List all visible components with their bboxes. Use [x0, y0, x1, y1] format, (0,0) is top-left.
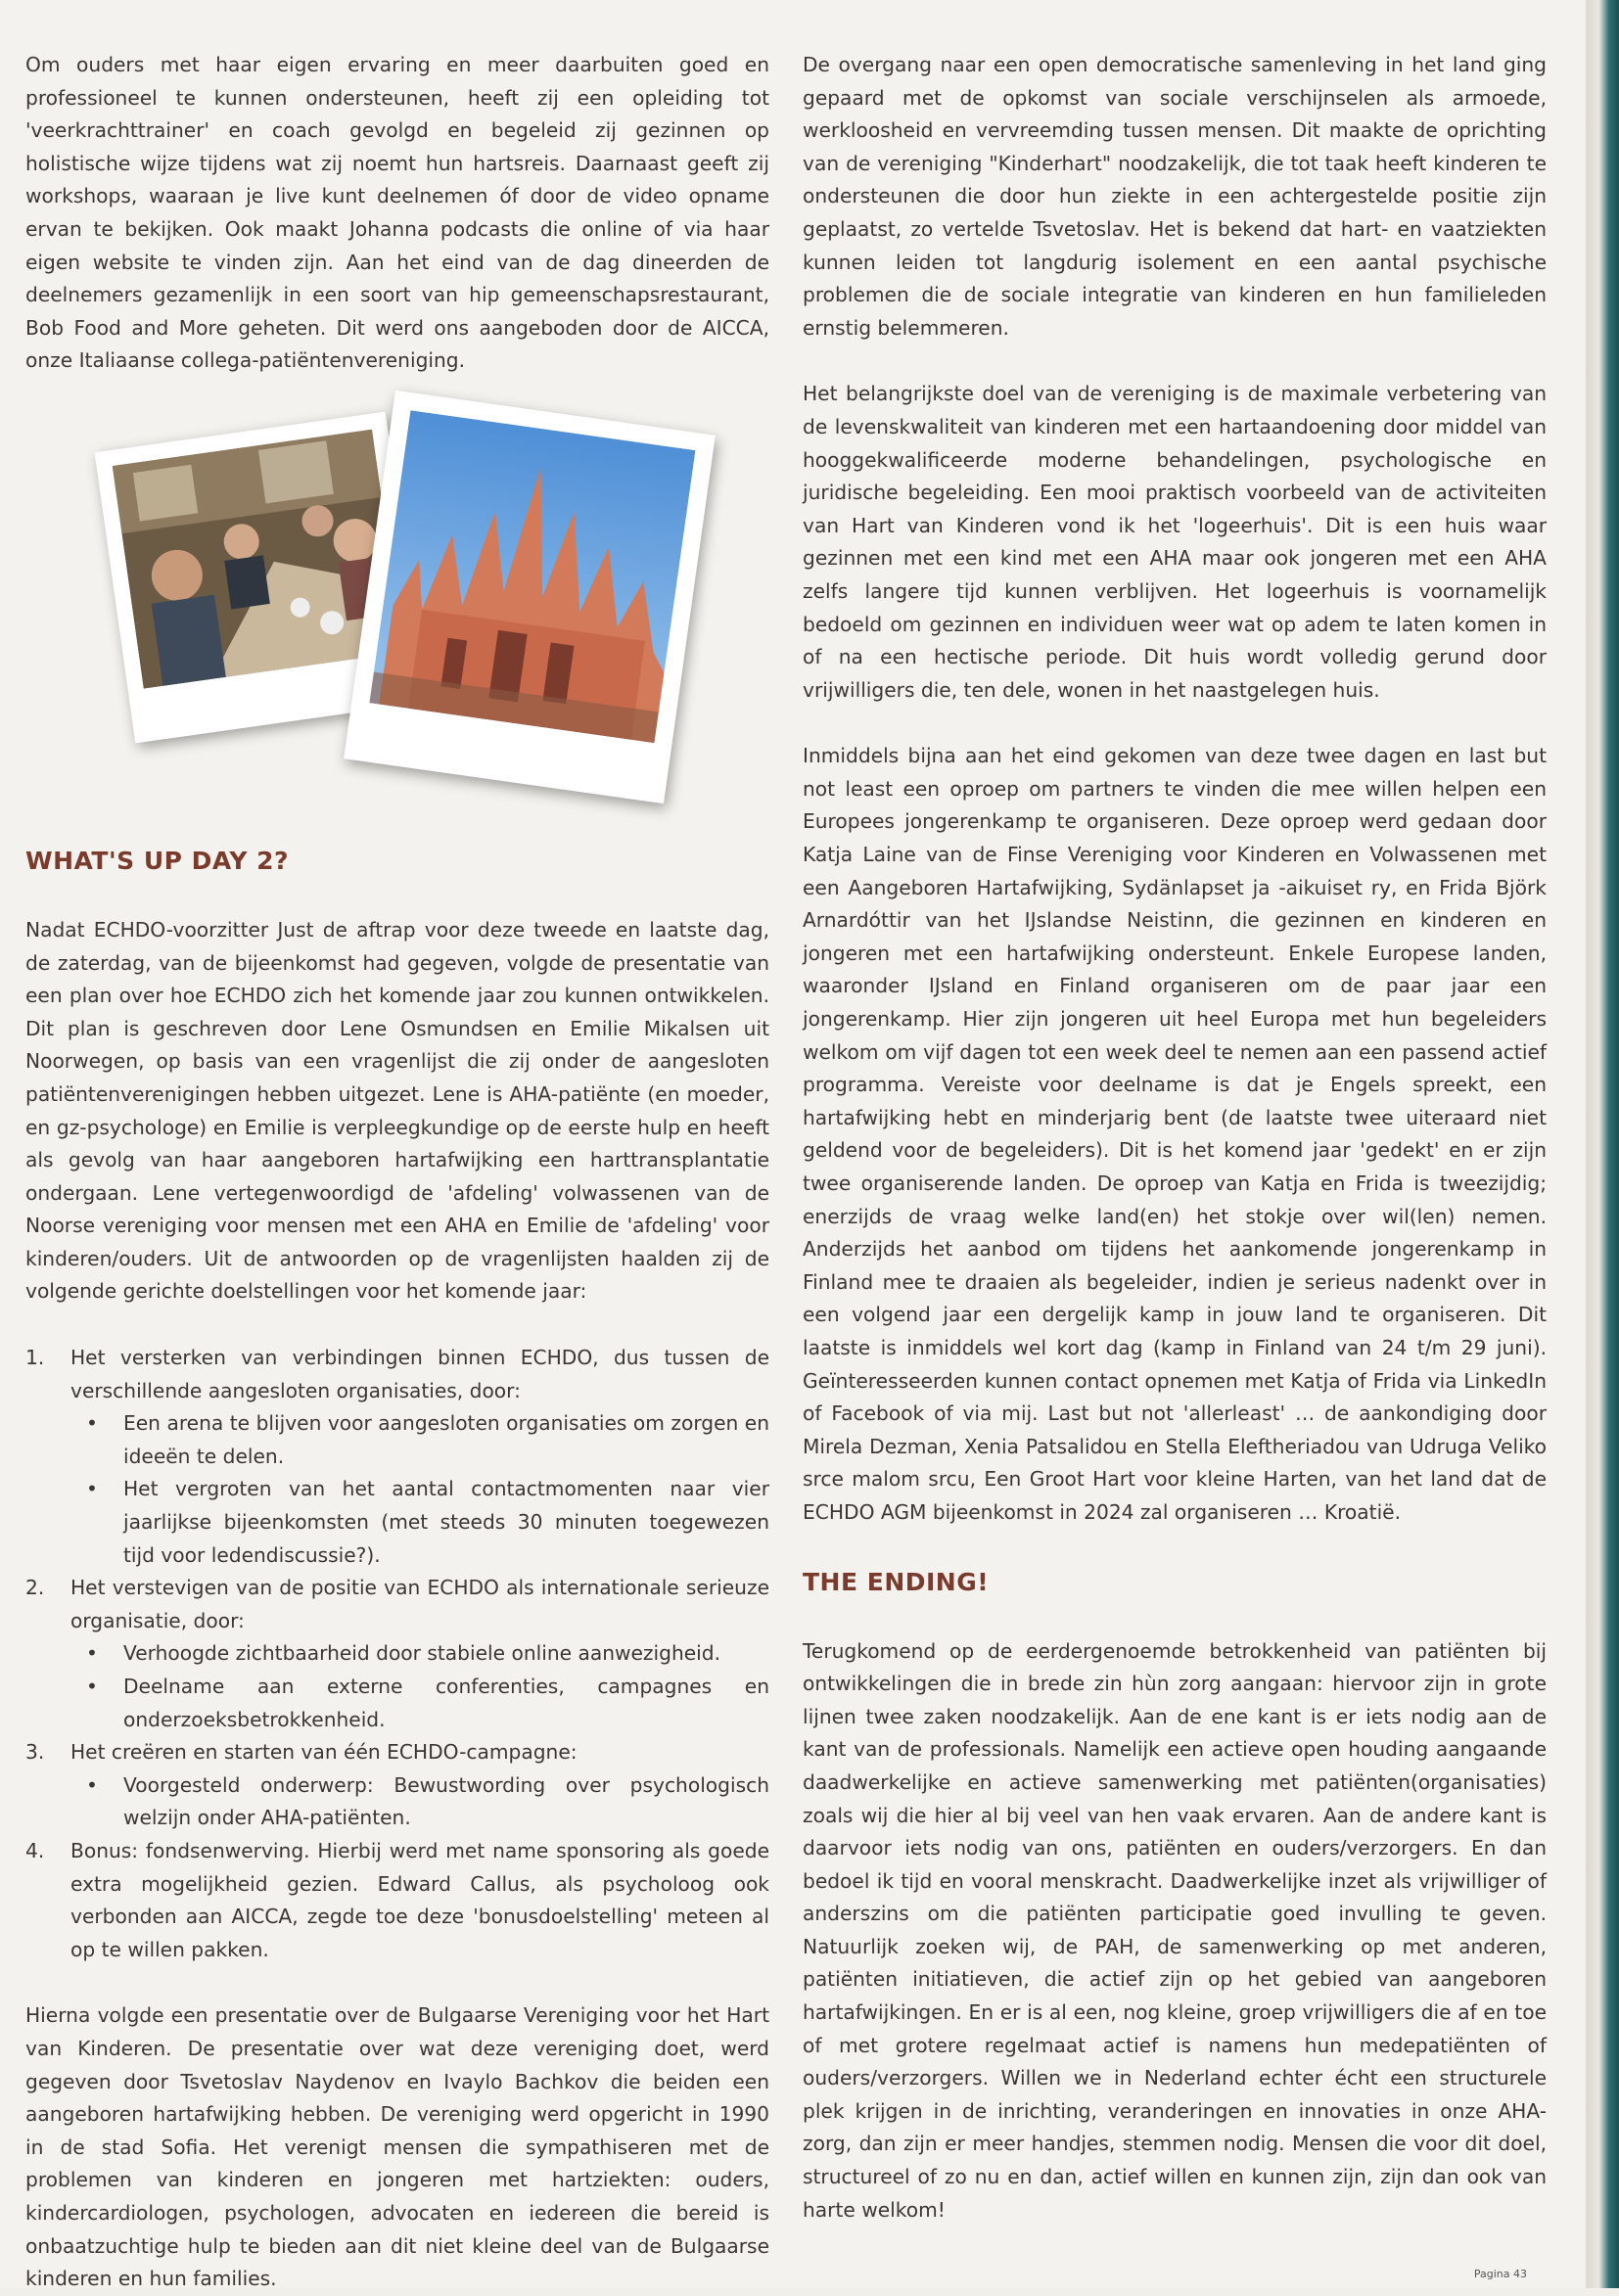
- goal-number: 1.: [25, 1346, 45, 1370]
- photo-collage: [25, 401, 769, 842]
- goal-number: 4.: [25, 1838, 45, 1862]
- magazine-binding-edge: [1586, 0, 1619, 2288]
- ending-paragraph: Terugkomend op de eerdergenoemde betrokkenheid van patiënten bij ontwikkelingen die in brede zin hùn zorg aangaan: hiervoor zijn in grote lijnen twee zaken noodzakelijk. Aan de ene kant is er iets nodig aan de kant van de professionals. Namelijk een actieve open houding aangaande daadwerkelijke en actieve samenwerking met patiënten(organisaties) zoals wij die hier al bij veel van hen vaak ervaren. Aan de andere kant is daarvoor iets nodig van ons, patiënten en ouders/verzorgers. En dan bedoel ik tijd en vooral menskracht. Daadwerkelijke inzet als vrijwilliger of anderszins om die patiënten participatie goed invulling te geven. Natuurlijk zoeken wij, de PAH, de samenwerking op met anderen, patiënten initiatieven, die actief zijn op het gebied van aangeboren hartafwijkingen. En er is al een, nog kleine, groep vrijwilligers die af en toe of met grotere regelmaat actief is namens hun medepatiënten of ouders/verzorgers. Willen we in Nederland echter écht een structurele plek krijgen in de inrichting, veranderingen en innovaties in onze AHA-zorg, dan zijn er meer handjes, stemmen nodig. Mensen die voor dit doel, structureel of zo nu en dan, actief willen en kunnen zijn, zijn dan ook van harte welkom!: [803, 1638, 1547, 2222]
- day2-heading: WHAT'S UP DAY 2?: [25, 846, 290, 875]
- youth-camp-paragraph: Inmiddels bijna aan het eind gekomen van deze twee dagen en last but not least een oproep om partners te vinden die mee willen helpen een Europees jongerenkamp te organiseren. Deze oproep werd gedaan door Katja Laine van de Finse Vereniging voor Kinderen en Volwassenen met een Aangeboren Hartafwijking, Sydänlapset ja -aikuiset ry, en Frida Björk Arnardóttir van het IJslandse Neistinn, die gezinnen en kinderen en jongeren met een hartafwijking ondersteunt. Enkele Europese landen, waaronder IJsland en Finland organiseren om de paar jaar een jongerenkamp. Hier zijn jongeren uit heel Europa met hun begeleiders welkom om vijf dagen tot een week deel te nemen aan een passend actief programma. Vereiste voor deelname is dat je Engels spreekt, een hartafwijking hebt en minderjarig bent (de laatste twee uiteraard niet geldend voor de begeleiders). Dit is het komend jaar 'gedekt' en er zijn twee organiserende landen. De oproep van Katja en Frida is tweezijdig; enerzijds de vraag welke land(en) het stokje over wil(len) nemen. Anderzijds het aanbod om tijdens het aankomende jongerenkamp in Finland mee te draaien als begeleider, indien je serieus nadenkt over in een volgend jaar een dergelijk kamp in jouw land te organiseren. Dit laatste is inmiddels wel kort dag (kamp in Finland van 24 t/m 29 juni). Geïnteresseerden kunnen contact opnemen met Katja of Frida via LinkedIn of Facebook of via mij. Last but not 'allerleast' … de aankondiging door Mirela Dezman, Xenia Patsalidou en Stella Eleftheriadou van Udruga Veliko srce malom srcu, Een Groot Hart voor kleine Harten, van het land dat de ECHDO AGM bijeenkomst in 2024 zal organiseren … Kroatië.: [803, 744, 1547, 1524]
- goal-text: Het versterken van verbindingen binnen ECHDO, dus tussen de verschillende aangesloten organisaties, door:: [70, 1346, 769, 1402]
- goal-sub-item: • Verhoogde zichtbaarheid door stabiele online aanwezigheid.: [70, 1637, 769, 1671]
- right-column: [803, 49, 1547, 2227]
- left-column: [25, 49, 769, 2296]
- bulgaria-paragraph: Hierna volgde een presentatie over de Bulgaarse Vereniging voor het Hart van Kinderen. De presentatie over wat deze vereniging doet, werd gegeven door Tsvetoslav Naydenov en Ivaylo Bachkov die beiden een aangeboren hartafwijking hebben. De vereniging werd opgericht in 1990 in de stad Sofia. Het verenigt mensen die sympathiseren met de problemen van kinderen en jongeren met hartziekten: ouders, kindercardiologen, psychologen, advocaten en iedereen die bereid is onbaatzuchtige hulp te bieden aan dit niet kleine deel van de Bulgaarse kinderen en hun families.: [25, 2003, 769, 2291]
- goal-text: Bonus: fondsenwerving. Hierbij werd met name sponsoring als goede extra mogelijkheid gezien. Edward Callus, als psycholoog ook verbonden aan AICCA, zegde toe deze 'bonusdoelstelling' meteen al op te willen pakken.: [70, 1838, 769, 1961]
- milan-cathedral-photo: [344, 390, 716, 804]
- goal-sub-item: • Deelname aan externe conferenties, campagnes en onderzoeksbetrokkenheid.: [70, 1671, 769, 1736]
- goals-list: [25, 1342, 769, 1966]
- transition-paragraph: De overgang naar een open democratische samenleving in het land ging gepaard met de opkomst van sociale verschijnselen als armoede, werkloosheid en vervreemding tussen mensen. Dit maakte de oprichting van de vereniging "Kinderhart" noodzakelijk, die tot taak heeft kinderen te ondersteunen die door hun ziekte in een achtergestelde positie zijn geplaatst, zo vertelde Tsvetoslav. Het is bekend dat hart- en vaatziekten kunnen leiden tot langdurig isolement en een aantal psychische problemen die de sociale integratie van kinderen en hun familieleden ernstig belemmeren.: [803, 53, 1547, 340]
- page-number: Pagina 43: [1473, 2268, 1527, 2280]
- goal-sub-list: [70, 1407, 769, 1572]
- goal-text: Het creëren en starten van één ECHDO-campagne:: [70, 1740, 578, 1765]
- day2-paragraph: Nadat ECHDO-voorzitter Just de aftrap voor deze tweede en laatste dag, de zaterdag, van de bijeenkomst had gegeven, volgde de presentatie van een plan over hoe ECHDO zich het komende jaar zou kunnen ontwikkelen. Dit plan is geschreven door Lene Osmundsen en Emilie Mikalsen uit Noorwegen, op basis van een vragenlijst die zij onder de aangesloten patiëntenverenigingen hebben uitgezet. Lene is AHA-patiënte (en moeder, en gz-psychologe) en Emilie is verpleegkundige op de eerste hulp en heeft als gevolg van haar aangeboren hartafwijking een harttransplantatie ondergaan. Lene vertegenwoordigd de 'afdeling' volwassenen van de Noorse vereniging voor mensen met een AHA en Emilie de 'afdeling' voor kinderen/ouders. Uit de antwoorden op de vragenlijsten haalden zij de volgende gerichte doelstellingen voor het komende jaar:: [25, 917, 769, 1304]
- goal-number: 2.: [25, 1576, 45, 1600]
- goal-sub-item: • Een arena te blijven voor aangesloten organisaties om zorgen en ideeën te delen.: [70, 1407, 769, 1473]
- goal-sub-item: • Het vergroten van het aantal contactmomenten naar vier jaarlijkse bijeenkomsten (met steeds 30 minuten toegewezen tijd voor ledendiscussie?).: [70, 1473, 769, 1572]
- ending-heading: THE ENDING!: [803, 1567, 990, 1596]
- goal-text: Het verstevigen van de positie van ECHDO als internationale serieuze organisatie, door:: [70, 1576, 769, 1632]
- cathedral-image: [369, 410, 695, 743]
- intro-paragraph: Om ouders met haar eigen ervaring en meer daarbuiten goed en professioneel te kunnen ondersteunen, heeft zij een opleiding tot 'veerkrachttrainer' en coach gevolgd en begeleid zij gezinnen op holistische wijze tijdens wat zij noemt hun hartsreis. Daarnaast geeft zij workshops, waaraan je live kunt deelnemen óf door de video opname ervan te bekijken. Ook maakt Johanna podcasts die online of via haar eigen website te vinden zijn. Aan het eind van de dag dineerden de deelnemers gezamenlijk in een soort van hip gemeenschapsrestaurant, Bob Food and More geheten. Dit werd ons aangeboden door de AICCA, onze Italiaanse collega-patiëntenvereniging.: [25, 53, 769, 373]
- goal-item: [25, 1342, 769, 1572]
- goal-sub-list: [70, 1637, 769, 1736]
- goal-item: [25, 1572, 769, 1736]
- goal-number: 3.: [25, 1740, 45, 1765]
- goal-item: [25, 1736, 769, 1835]
- goal-sub-list: [70, 1769, 769, 1835]
- goal-item: [25, 1835, 769, 1966]
- goal-sub-item: • Voorgesteld onderwerp: Bewustwording over psychologisch welzijn onder AHA-patiënten.: [70, 1769, 769, 1835]
- goal-paragraph: Het belangrijkste doel van de vereniging is de maximale verbetering van de levenskwaliteit van kinderen met een hartaandoening door middel van hooggekwalificeerde moderne behandelingen, psychologische en juridische begeleiding. Een mooi praktisch voorbeeld van de activiteiten van Hart van Kinderen vond ik het 'logeerhuis'. Dit is een huis waar gezinnen met een kind met een AHA maar ook jongeren met een AHA zelfs langere tijd kunnen verblijven. Het logeerhuis is voornamelijk bedoeld om gezinnen en individuen weer wat op adem te laten komen in of na een hectische periode. Dit huis wordt volledig gerund door vrijwilligers die, ten dele, wonen in het naastgelegen huis.: [803, 382, 1547, 702]
